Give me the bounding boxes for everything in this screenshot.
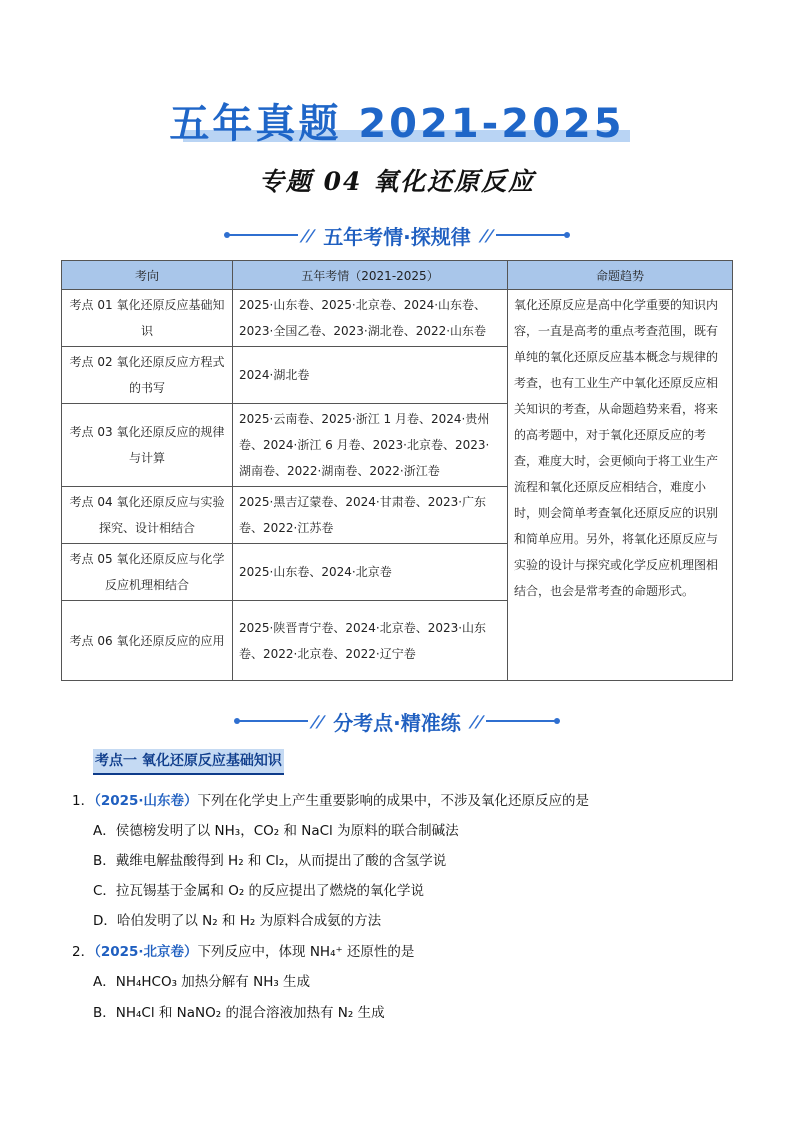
topic-cell: 考点 06 氧化还原反应的应用 (62, 601, 233, 681)
divider-line-left (238, 720, 308, 722)
table-header-cell: 考向 (62, 261, 233, 290)
years-cell: 2025·黑吉辽蒙卷、2024·甘肃卷、2023·广东卷、2022·江苏卷 (233, 487, 508, 544)
years-cell: 2025·山东卷、2025·北京卷、2024·山东卷、2023·全国乙卷、2023·湖北卷、2022·山东卷 (233, 290, 508, 347)
dot-icon (224, 232, 230, 238)
topic-cell: 考点 05 氧化还原反应与化学反应机理相结合 (62, 544, 233, 601)
years-cell: 2024·湖北卷 (233, 347, 508, 404)
slash-icon: // (467, 711, 486, 731)
option-d: D．哈伯发明了以 N₂ 和 H₂ 为原料合成氨的方法 (93, 913, 382, 929)
section-title: 五年考情·探规律 (323, 224, 471, 249)
table-header-row (62, 261, 733, 290)
question-2 (72, 940, 414, 960)
main-title-wrap (0, 92, 794, 149)
option-b: B．NH₄Cl 和 NaNO₂ 的混合溶液加热有 N₂ 生成 (93, 1005, 385, 1021)
question-1 (72, 789, 589, 809)
main-title: 五年真题 2021-2025 (169, 101, 625, 147)
question-source: （2025·北京卷） (94, 944, 198, 960)
years-cell: 2025·云南卷、2025·浙江 1 月卷、2024·贵州卷、2024·浙江 6 月卷、2023·北京卷、2023·湖南卷、2022·湖南卷、2022·浙江卷 (233, 404, 508, 487)
section-title: 分考点·精准练 (333, 710, 461, 735)
table-header-cell: 五年考情（2021-2025） (233, 261, 508, 290)
divider-line-right (486, 720, 556, 722)
trend-cell: 氧化还原反应是高中化学重要的知识内容，一直是高考的重点考查范围，既有单纯的氧化还原反应基本概念与规律的考查，也有工业生产中氧化还原反应相关知识的考查，从命题趋势来看，将来的高考题中，对于氧化还原反应的考查，难度大时，会更倾向于将工业生产流程和氧化还原反应相结合，难度小时，则会简单考查氧化还原反应的识别和简单应用。另外，将氧化还原反应与实验的设计与探究或化学反应机理图相结合，也会是常考查的命题形式。 (508, 290, 733, 681)
slash-icon: // (308, 711, 327, 731)
slash-icon: // (298, 225, 317, 245)
option-c: C．拉瓦锡基于金属和 O₂ 的反应提出了燃烧的氧化学说 (93, 883, 425, 899)
slash-icon: // (477, 225, 496, 245)
topic-cell: 考点 01 氧化还原反应基础知识 (62, 290, 233, 347)
subtitle: 专题 04 氧化还原反应 (258, 167, 536, 196)
question-stem: 下列在化学史上产生重要影响的成果中，不涉及氧化还原反应的是 (197, 793, 590, 809)
section-header-practice (0, 704, 794, 738)
table-header-cell: 命题趋势 (508, 261, 733, 290)
option-b: B．戴维电解盐酸得到 H₂ 和 Cl₂，从而提出了酸的含氢学说 (93, 853, 447, 869)
dot-icon (564, 232, 570, 238)
divider-line-right (496, 234, 566, 236)
option-a: A．NH₄HCO₃ 加热分解有 NH₃ 生成 (93, 974, 311, 990)
topic-cell: 考点 02 氧化还原反应方程式的书写 (62, 347, 233, 404)
section-header-trends (0, 218, 794, 252)
question-source: （2025·山东卷） (94, 793, 198, 809)
knowledge-point-heading: 考点一 氧化还原反应基础知识 (93, 749, 284, 775)
question-stem: 下列反应中，体现 NH₄⁺ 还原性的是 (197, 944, 415, 960)
option-a: A．侯德榜发明了以 NH₃，CO₂ 和 NaCl 为原料的联合制碱法 (93, 823, 459, 839)
table-row (62, 290, 733, 347)
years-cell: 2025·陕晋青宁卷、2024·北京卷、2023·山东卷、2022·北京卷、2022·辽宁卷 (233, 601, 508, 681)
years-cell: 2025·山东卷、2024·北京卷 (233, 544, 508, 601)
divider-line-left (228, 234, 298, 236)
topic-cell: 考点 04 氧化还原反应与实验探究、设计相结合 (62, 487, 233, 544)
topic-cell: 考点 03 氧化还原反应的规律与计算 (62, 404, 233, 487)
dot-icon (234, 718, 240, 724)
question-number: 2． (72, 944, 95, 960)
question-number: 1． (72, 793, 95, 809)
dot-icon (554, 718, 560, 724)
exam-trend-table (61, 260, 733, 681)
